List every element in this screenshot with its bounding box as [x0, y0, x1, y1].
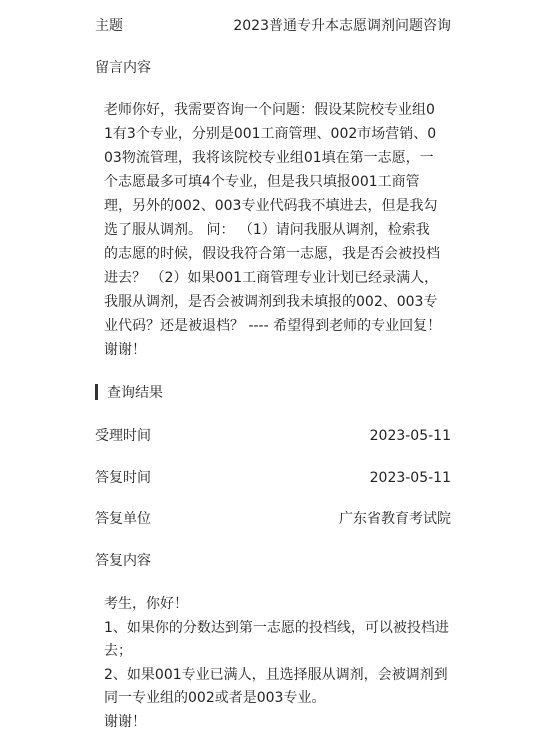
reply-unit-row [95, 509, 451, 529]
reply-content-label: 答复内容 [95, 553, 151, 569]
reply-time-row [95, 468, 451, 488]
accept-time-row [95, 426, 451, 446]
message-label: 留言内容 [95, 60, 151, 76]
subject-row [95, 16, 451, 36]
reply-line: 2、如果001专业已满人，且选择服从调剂，会被调剂到同一专业组的002或者是003专业。 [104, 666, 448, 706]
accept-time-label: 受理时间 [95, 428, 151, 444]
results-header [95, 382, 163, 402]
reply-line: 1、如果你的分数达到第一志愿的投档线，可以被投档进去； [104, 619, 449, 659]
reply-content-body [104, 593, 449, 734]
reply-time-label: 答复时间 [95, 470, 151, 486]
results-title: 查询结果 [107, 385, 163, 401]
reply-time-value: 2023-05-11 [369, 470, 451, 486]
reply-unit-label: 答复单位 [95, 511, 151, 527]
subject-value: 2023普通专升本志愿调剂问题咨询 [233, 18, 451, 34]
reply-line: 谢谢！ [104, 713, 146, 730]
subject-label: 主题 [95, 18, 123, 34]
reply-unit-value: 广东省教育考试院 [339, 511, 451, 527]
section-marker-bar [95, 384, 98, 400]
message-body: 老师你好，我需要咨询一个问题：假设某院校专业组01有3个专业，分别是001工商管理、002市场营销、003物流管理，我将该院校专业组01填在第一志愿，一个志愿最多可填4个专业，但是我只填报001工商管理，另外的002、003专业代码我不填进去，但是我勾选了服从调剂。 问： （1）请问我服从调剂，检索我的志愿的时候，假设我符合第一志愿，我是否会被投档进去？ （2）如果001工商管理专业计划已经录满人，我服从调剂，是否会被调剂到我未填报的002、003专业代码？还是被退档？ ---- 希望得到老师的专业回复！谢谢！ [104, 102, 442, 358]
reply-line: 考生，你好！ [104, 596, 188, 612]
accept-time-value: 2023-05-11 [369, 428, 451, 444]
